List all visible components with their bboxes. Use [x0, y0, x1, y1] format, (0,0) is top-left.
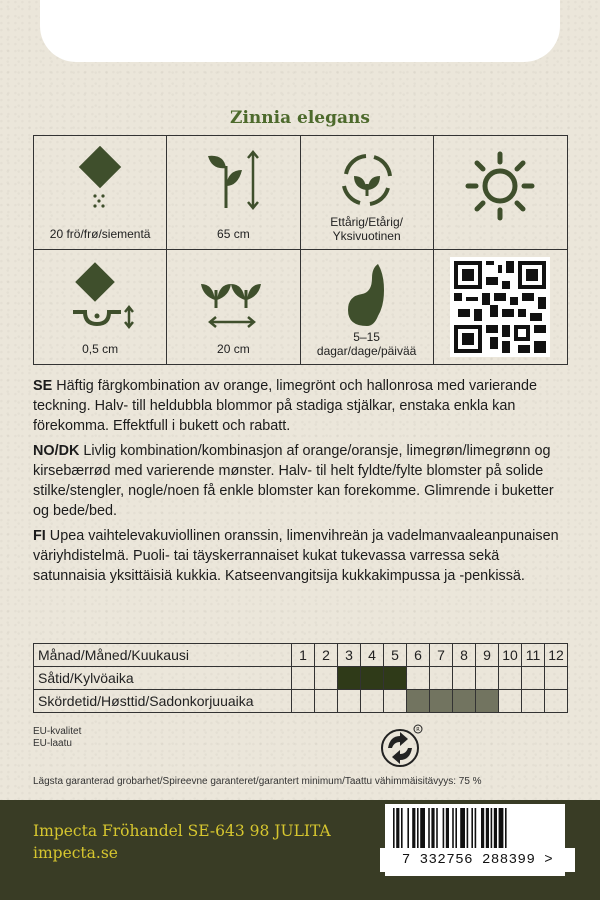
- seed-count-caption: 20 frö/frø/siementä: [49, 227, 151, 241]
- icon-grid: [33, 135, 568, 365]
- annual-cycle-icon: [332, 146, 402, 214]
- calendar-row-harvest: [34, 690, 568, 713]
- sun-icon: [460, 146, 540, 226]
- germination-icon: [332, 260, 402, 332]
- plant-spacing-icon: [193, 260, 273, 336]
- cell-sowing-depth: [34, 250, 167, 364]
- svg-text:R: R: [416, 727, 420, 733]
- description-fi: FI Upea vaihtelevakuviollinen oranssin, limenvihreän ja vadelmanvaaleanpunaisen väriyhdistelmä. Puoli- tai täyskerrannaiset kukat tukevassa varressa sekä satunnaisia yksittäisiä kukkia. Katseenvangitsija kukkakimpussa ja -penkissä.: [33, 528, 559, 584]
- species-title: Zinnia elegans: [230, 108, 370, 128]
- sowing-depth-caption: 0,5 cm: [82, 342, 119, 356]
- green-dot-recycling-icon: [380, 724, 424, 768]
- plant-height-icon: [198, 146, 268, 214]
- seed-packet-icon: [65, 146, 135, 214]
- plant-spacing-caption: 20 cm: [217, 342, 250, 356]
- cell-seed-count: [34, 136, 167, 250]
- cell-plant-spacing: [167, 250, 300, 364]
- website-link[interactable]: impecta.se: [33, 844, 118, 862]
- cell-sun: [434, 136, 567, 250]
- cell-germination: [301, 250, 434, 364]
- sowing-depth-icon: [55, 260, 145, 340]
- harvest-label: Skördetid/Høsttid/Sadonkorjuuaika: [34, 690, 292, 713]
- germination-guarantee: Lägsta garanterad grobarhet/Spireevne garanteret/garantert minimum/Taattu vähimmäisitävyys: 75 %: [33, 776, 482, 787]
- annual-caption: Ettårig/Etårig/ Yksivuotinen: [330, 215, 403, 243]
- description-no-dk: NO/DK Livlig kombination/kombinasjon af orange/oransje, limegrøn/limegrønn og kirsebærrød med varierende mønster. Halv- til helt fyldte/fylte blomster på solide stilke/stengler, nogle/noen få enkle blomster kan forekomme. Glimrende i buketter og bede/bed.: [33, 443, 554, 519]
- cell-annual: [301, 136, 434, 250]
- hang-hole: [40, 0, 560, 62]
- cell-qr: [434, 250, 567, 364]
- germination-caption: 5–15 dagar/dage/päivää: [316, 330, 417, 358]
- qr-code-icon[interactable]: [450, 257, 550, 357]
- eu-quality: EU-kvalitet EU-laatu: [33, 726, 82, 749]
- calendar-row-sowing: [34, 667, 568, 690]
- plant-height-caption: 65 cm: [217, 227, 250, 241]
- description-block: [33, 376, 568, 591]
- calendar-header: Månad/Måned/Kuukausi: [34, 644, 292, 667]
- description-se: SE Häftig färgkombination av orange, limegrönt och hallonrosa med varierande teckning. Halv- till heldubbla blommor på stadiga stjälkar, enstaka enkla kan förekomma. Effektfull i bukett och rabatt.: [33, 378, 537, 434]
- calendar-header-row: Månad/Måned/Kuukausi 1 2 3 4 5 6 7 8 9 10 11 12: [34, 644, 568, 667]
- company-address: Impecta Fröhandel SE-643 98 JULITA impecta.se: [33, 822, 331, 862]
- cell-plant-height: [167, 136, 300, 250]
- barcode-number: 7 332756 288399 >: [380, 848, 575, 872]
- sowing-calendar: [33, 643, 568, 713]
- sowing-label: Såtid/Kylvöaika: [34, 667, 292, 690]
